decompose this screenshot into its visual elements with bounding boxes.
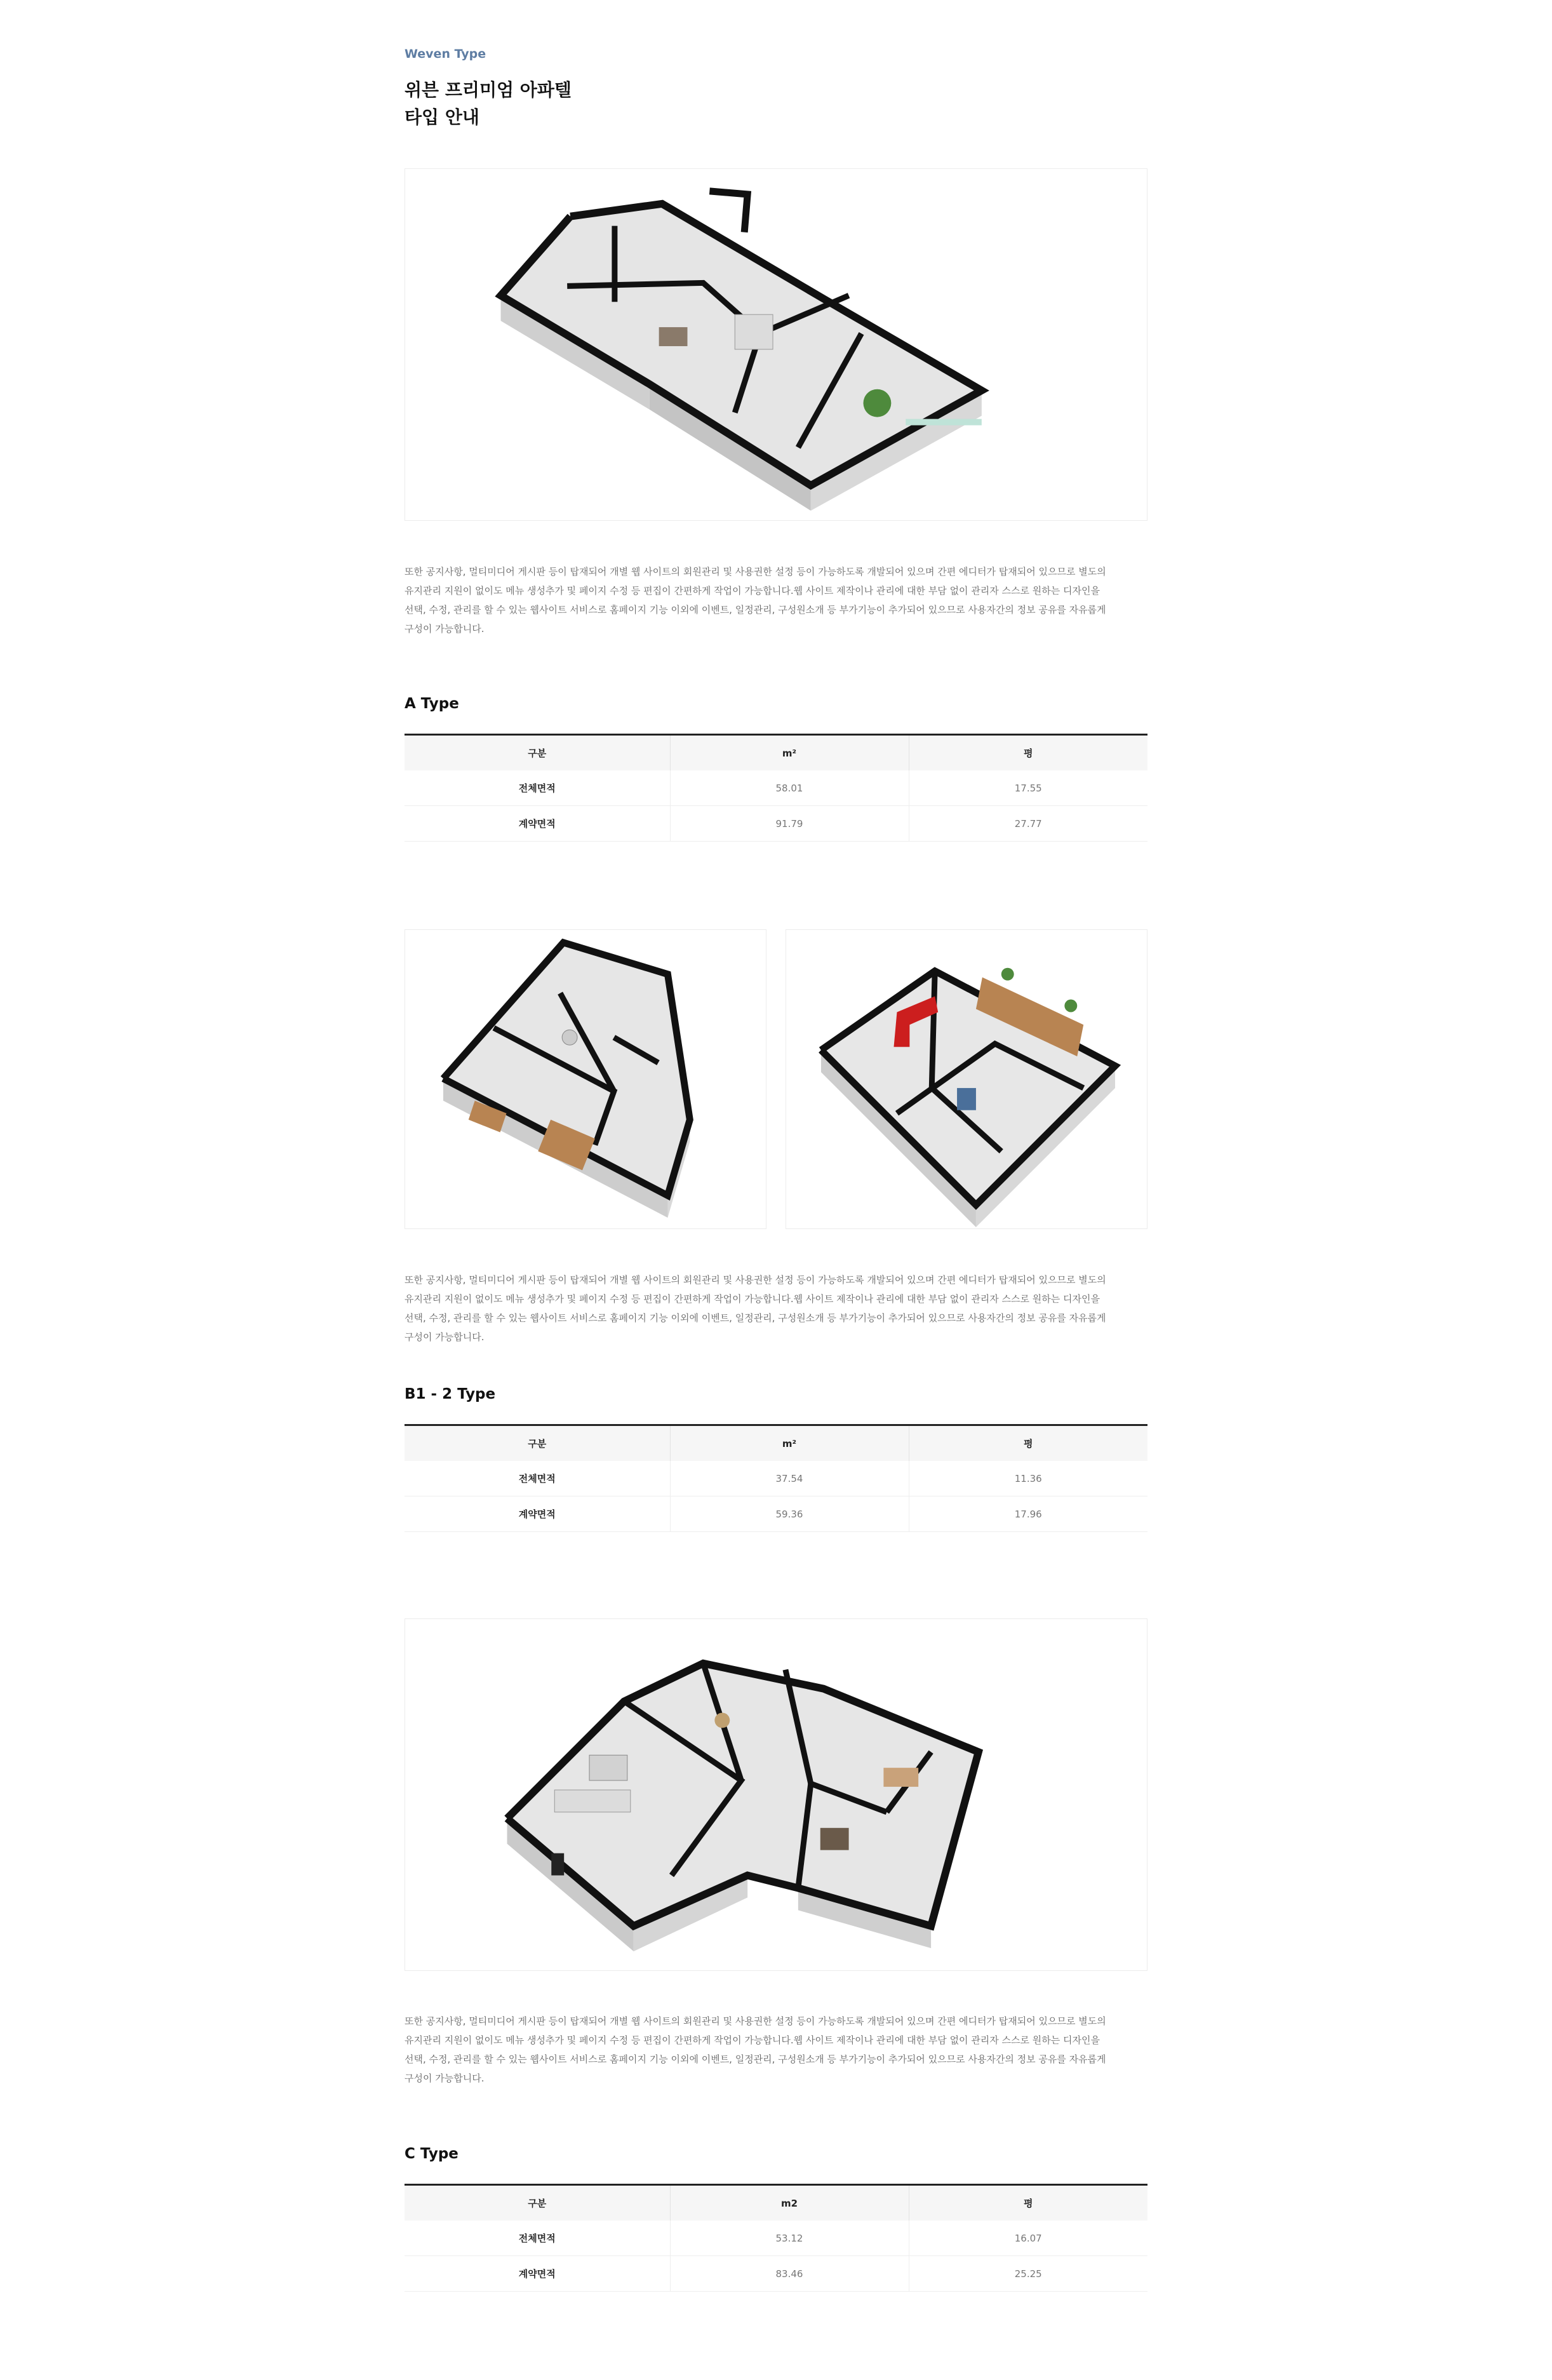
floorplan-a-illustration	[405, 169, 1147, 520]
pyeong-value: 16.07	[909, 2221, 1147, 2256]
column-header-category: 구분	[405, 1425, 670, 1462]
table-row	[405, 1461, 1147, 1496]
b-type-area-table	[405, 1424, 1147, 1532]
m2-value: 58.01	[670, 770, 909, 806]
table-header-row	[405, 2185, 1147, 2221]
description-line: 선택, 수정, 관리를 할 수 있는 웹사이트 서비스로 홈페이지 기능 이외에 이벤트, 일정관리, 구성원소개 등 부가기능이 추가되어 있으므로 사용자간의 정보 공유를 자유롭게	[405, 2054, 1106, 2065]
description-line: 또한 공지사항, 멀티미디어 게시판 등이 탑재되어 개별 웹 사이트의 회원관리 및 사용권한 설정 등이 가능하도록 개발되어 있으며 간편 에디터가 탑재되어 있으므로 별도의	[405, 566, 1106, 577]
section-eyebrow: Weven Type	[405, 47, 486, 61]
b-type-title: B1 - 2 Type	[405, 1386, 496, 1402]
description-line: 또한 공지사항, 멀티미디어 게시판 등이 탑재되어 개별 웹 사이트의 회원관리 및 사용권한 설정 등이 가능하도록 개발되어 있으며 간편 에디터가 탑재되어 있으므로 별도의	[405, 1274, 1106, 1286]
column-header-m2: m²	[670, 735, 909, 771]
pyeong-value: 17.55	[909, 770, 1147, 806]
table-row	[405, 2221, 1147, 2256]
table-row	[405, 2256, 1147, 2292]
a-type-area-table	[405, 734, 1147, 842]
m2-value: 59.36	[670, 1496, 909, 1532]
c-type-area-table	[405, 2184, 1147, 2292]
description-line: 구성이 가능합니다.	[405, 2073, 485, 2084]
row-label: 전체면적	[405, 2221, 670, 2256]
b2-type-floorplan-image	[786, 929, 1147, 1229]
pyeong-value: 25.25	[909, 2256, 1147, 2292]
floorplan-b1-illustration	[405, 930, 766, 1228]
m2-value: 37.54	[670, 1461, 909, 1496]
page-title	[405, 76, 572, 131]
row-label: 전체면적	[405, 770, 670, 806]
table-header-row	[405, 735, 1147, 771]
description-line: 선택, 수정, 관리를 할 수 있는 웹사이트 서비스로 홈페이지 기능 이외에 이벤트, 일정관리, 구성원소개 등 부가기능이 추가되어 있으므로 사용자간의 정보 공유를 자유롭게	[405, 1312, 1106, 1324]
pyeong-value: 17.96	[909, 1496, 1147, 1532]
description-line: 또한 공지사항, 멀티미디어 게시판 등이 탑재되어 개별 웹 사이트의 회원관리 및 사용권한 설정 등이 가능하도록 개발되어 있으며 간편 에디터가 탑재되어 있으므로 별도의	[405, 2015, 1106, 2027]
description-line: 유지관리 지원이 없이도 메뉴 생성추가 및 페이지 수정 등 편집이 간편하게 작업이 가능합니다.웹 사이트 제작이나 관리에 대한 부담 없이 관리자 스스로 원하는 디자인을	[405, 1293, 1100, 1305]
column-header-category: 구분	[405, 2185, 670, 2221]
b-type-description	[405, 1270, 1147, 1347]
table-row	[405, 1496, 1147, 1532]
m2-value: 53.12	[670, 2221, 909, 2256]
a-type-title: A Type	[405, 696, 459, 712]
floorplan-b2-illustration	[786, 930, 1147, 1228]
pyeong-value: 11.36	[909, 1461, 1147, 1496]
row-label: 전체면적	[405, 1461, 670, 1496]
row-label: 계약면적	[405, 1496, 670, 1532]
row-label: 계약면적	[405, 2256, 670, 2292]
m2-value: 83.46	[670, 2256, 909, 2292]
column-header-category: 구분	[405, 735, 670, 771]
column-header-m2: m2	[670, 2185, 909, 2221]
page-title-line-1: 위븐 프리미엄 아파텔	[405, 79, 572, 100]
b1-type-floorplan-image	[405, 929, 766, 1229]
column-header-m2: m²	[670, 1425, 909, 1462]
description-line: 구성이 가능합니다.	[405, 623, 485, 635]
description-line: 구성이 가능합니다.	[405, 1331, 485, 1343]
column-header-pyeong: 평	[909, 1425, 1147, 1462]
c-type-floorplan-image	[405, 1618, 1147, 1971]
floorplan-c-illustration	[405, 1619, 1147, 1970]
c-type-description	[405, 2012, 1147, 2088]
table-row	[405, 770, 1147, 806]
pyeong-value: 27.77	[909, 806, 1147, 842]
description-line: 선택, 수정, 관리를 할 수 있는 웹사이트 서비스로 홈페이지 기능 이외에 이벤트, 일정관리, 구성원소개 등 부가기능이 추가되어 있으므로 사용자간의 정보 공유를 자유롭게	[405, 604, 1106, 615]
column-header-pyeong: 평	[909, 2185, 1147, 2221]
a-type-description	[405, 562, 1147, 638]
table-row	[405, 806, 1147, 842]
page-title-line-2: 타입 안내	[405, 107, 479, 128]
table-header-row	[405, 1425, 1147, 1462]
row-label: 계약면적	[405, 806, 670, 842]
description-line: 유지관리 지원이 없이도 메뉴 생성추가 및 페이지 수정 등 편집이 간편하게 작업이 가능합니다.웹 사이트 제작이나 관리에 대한 부담 없이 관리자 스스로 원하는 디자인을	[405, 2034, 1100, 2046]
c-type-title: C Type	[405, 2146, 458, 2162]
a-type-floorplan-image	[405, 168, 1147, 521]
description-line: 유지관리 지원이 없이도 메뉴 생성추가 및 페이지 수정 등 편집이 간편하게 작업이 가능합니다.웹 사이트 제작이나 관리에 대한 부담 없이 관리자 스스로 원하는 디자인을	[405, 585, 1100, 596]
column-header-pyeong: 평	[909, 735, 1147, 771]
m2-value: 91.79	[670, 806, 909, 842]
